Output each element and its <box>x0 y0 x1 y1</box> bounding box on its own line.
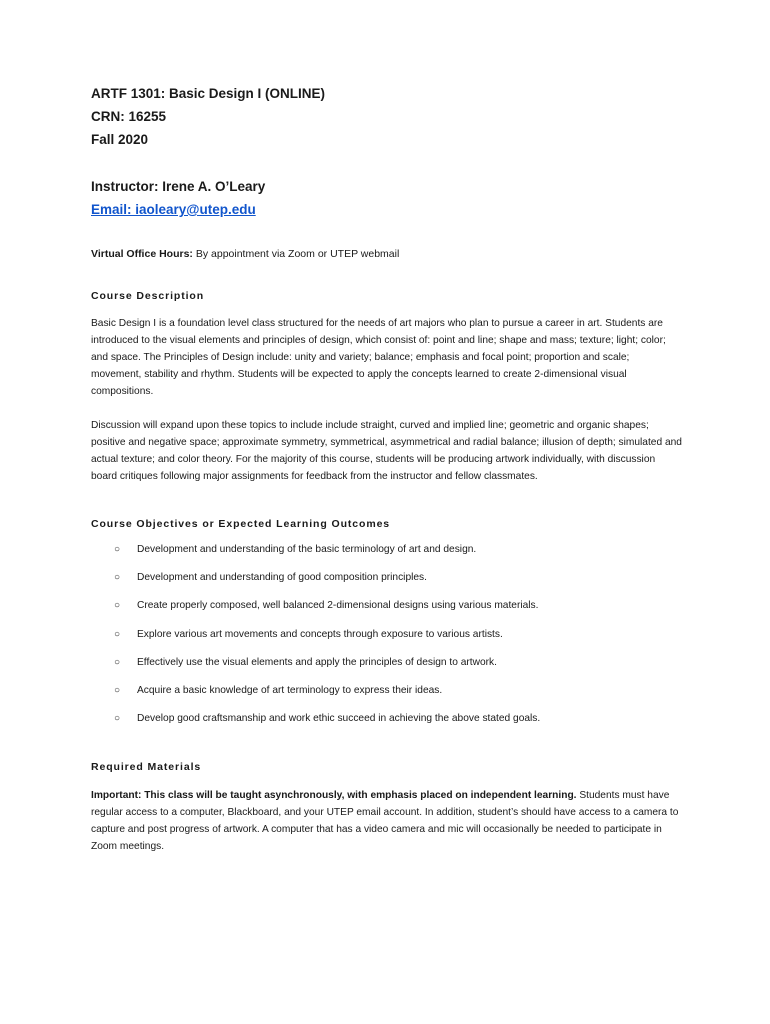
office-hours <box>91 246 682 262</box>
circle-bullet-icon: ○ <box>114 684 121 696</box>
course-title: ARTF 1301: Basic Design I (ONLINE) <box>91 86 326 101</box>
list-item <box>91 655 682 683</box>
objective-text: Create properly composed, well balanced 2-dimensional designs using various materials. <box>137 600 539 612</box>
email-link[interactable]: Email: iaoleary@utep.edu <box>91 202 256 217</box>
office-hours-label: Virtual Office Hours: <box>91 248 193 260</box>
list-item <box>91 542 682 570</box>
objectives-list <box>91 542 682 739</box>
list-item <box>91 711 682 739</box>
objective-text: Effectively use the visual elements and apply the principles of design to artwork. <box>137 656 497 668</box>
circle-bullet-icon: ○ <box>114 713 121 725</box>
circle-bullet-icon: ○ <box>114 628 121 640</box>
list-item <box>91 570 682 598</box>
list-item <box>91 627 682 655</box>
course-description-title: Course Description <box>91 290 205 302</box>
circle-bullet-icon: ○ <box>114 656 121 668</box>
instructor-line: Instructor: Irene A. O’Leary <box>91 179 266 194</box>
required-materials-title: Required Materials <box>91 761 202 774</box>
circle-bullet-icon: ○ <box>114 600 121 612</box>
course-description-section <box>91 290 682 485</box>
required-materials-text: Students must have regular access to a computer, Blackboard, and your UTEP email account. In addition, student’s should have access to a camera to capture and post progress of artwork. A computer that has a video camera and mic will occasionally be needed to participate in Zoom meetings. <box>91 790 679 853</box>
circle-bullet-icon: ○ <box>114 544 121 555</box>
important-label: Important: This class will be taught asynchronously, with emphasis placed on independent learning. <box>91 790 577 802</box>
header-spacer <box>91 151 682 175</box>
required-materials-paragraph <box>91 787 682 855</box>
objective-text: Develop good craftsmanship and work ethic succeed in achieving the above stated goals. <box>137 713 541 725</box>
objectives-section <box>91 518 682 739</box>
course-header <box>91 82 682 221</box>
circle-bullet-icon: ○ <box>114 572 121 584</box>
objective-text: Development and understanding of good composition principles. <box>137 572 427 584</box>
list-item <box>91 683 682 711</box>
course-description-paragraph-1: Basic Design I is a foundation level class structured for the needs of art majors who plan to pursue a career in art. Students are introduced to the visual elements and principles of design, which consist of: point and line; shape and mass; texture; light; color; and space. The Principles of Design include: unity and variety; balance; emphasis and focal point; proportion and scale; movement, stability and rhythm. Students will be expected to apply the concepts learned to create 2-dimensional visual compositions. <box>91 318 666 397</box>
objective-text: Explore various art movements and concepts through exposure to various artists. <box>137 628 503 640</box>
objective-text: Acquire a basic knowledge of art terminology to express their ideas. <box>137 684 443 696</box>
objectives-title: Course Objectives or Expected Learning Outcomes <box>91 518 391 530</box>
term-line: Fall 2020 <box>91 132 149 147</box>
crn-line: CRN: 16255 <box>91 109 167 124</box>
office-hours-text: By appointment via Zoom or UTEP webmail <box>192 248 400 260</box>
objective-text: Development and understanding of the basic terminology of art and design. <box>137 544 477 555</box>
course-description-paragraph-2: Discussion will expand upon these topics to include include straight, curved and implied line; geometric and organic shapes; positive and negative space; approximate symmetry, symmetrical, asymmetrical and radial balance; illusion of depth; simulated and actual texture; and color theory. For the majority of this course, students will be producing artwork individually, with discussion board critiques following major assignments for feedback from the instructor and fellow classmates. <box>91 420 682 482</box>
required-materials-section <box>91 761 682 855</box>
list-item <box>91 598 682 626</box>
